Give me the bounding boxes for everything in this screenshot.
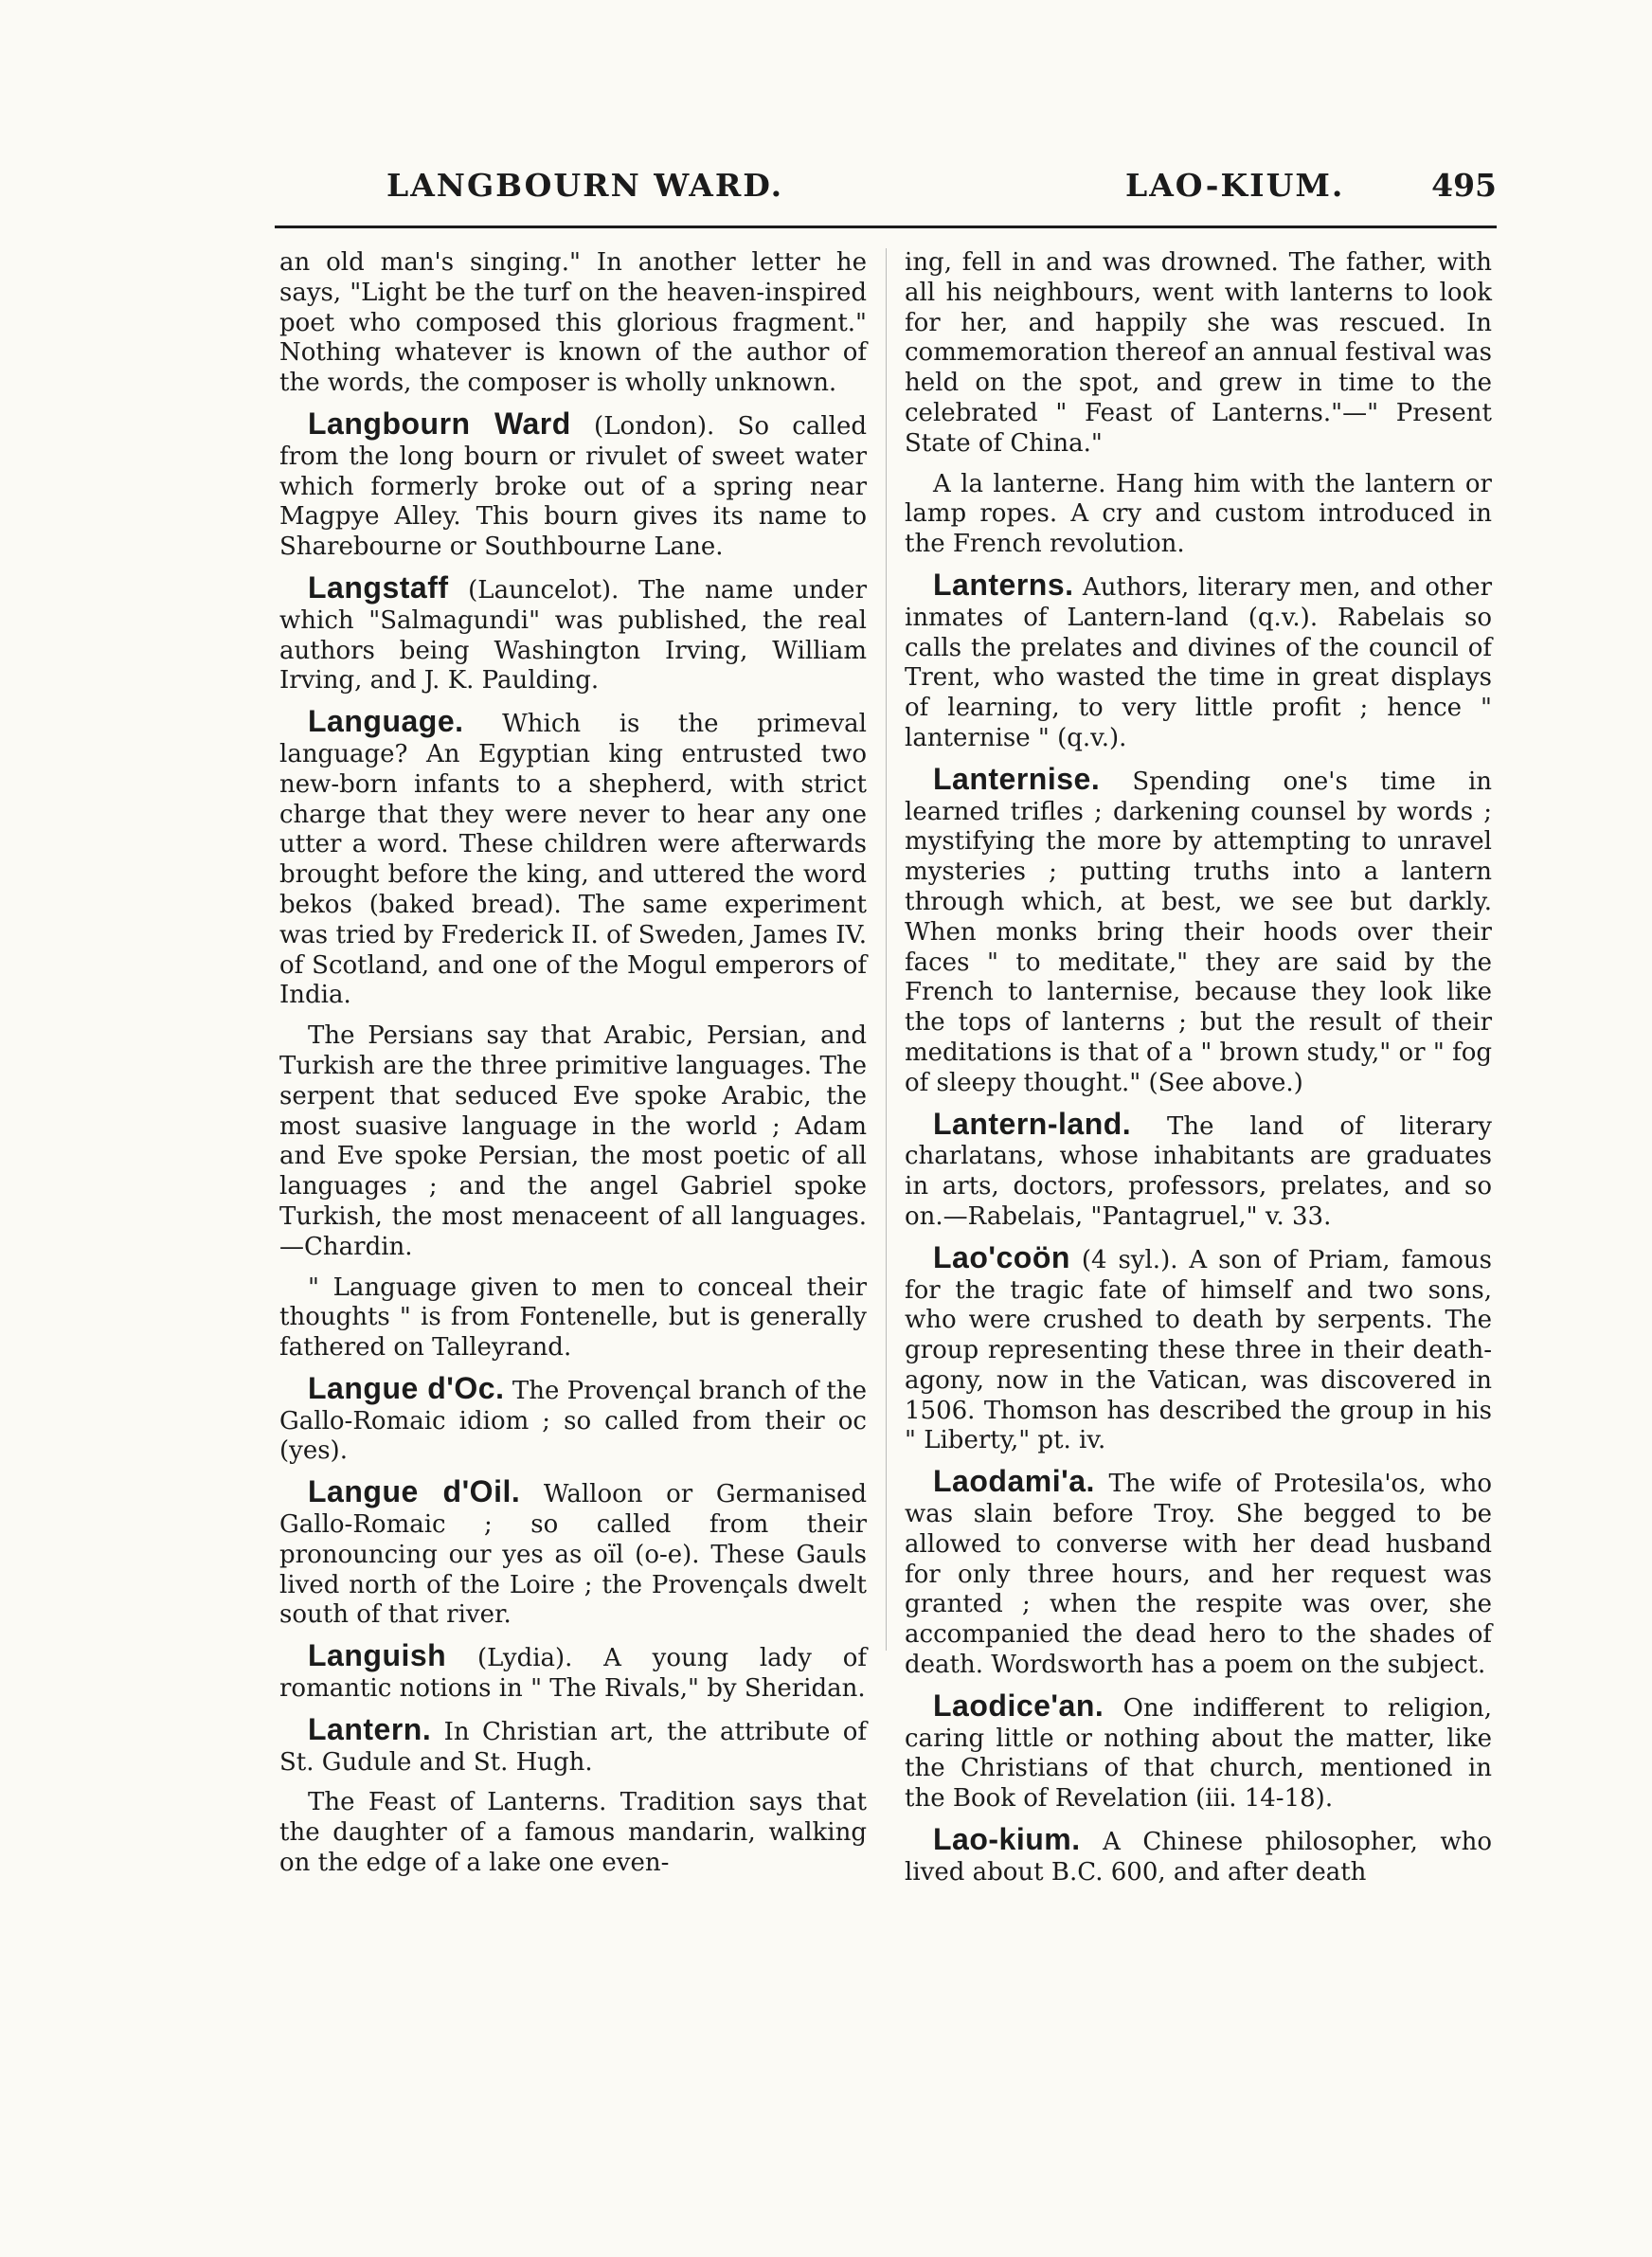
entry-lantern-land [905, 1106, 1492, 1233]
entry-lantern-p2: The Feast of Lanterns. Tradition says that the daughter of a famous mandarin, walking on the edge of a lake one even- [279, 1788, 867, 1878]
entry-langue-doc [279, 1370, 868, 1467]
headword: Language. [308, 704, 464, 739]
definition: The wife of Protesila'os, who was slain before Troy. She begged to be allowed to converse with her dead husband for only three hours, and her request was granted ; when the respite was over, she accompanied the dead hero to the shades of death. Wordsworth has a poem on the subject. [905, 1470, 1493, 1680]
headword: Lantern-land. [933, 1106, 1132, 1141]
left-column [279, 248, 867, 1889]
headword: Langbourn Ward [308, 406, 571, 441]
definition: A Chinese philosopher, who lived about B.C. 600, and after death [905, 1828, 1492, 1887]
definition: (London). So called from the long bourn or rivulet of sweet water which formerly broke out of a spring near Magpye Alley. This bourn gives its name to Sharebourne or Southbourne Lane. [279, 411, 868, 562]
entry-lao-kium [905, 1822, 1492, 1888]
entry-langstaff [279, 569, 867, 696]
entry-language [279, 704, 868, 1011]
entry-continuation: ing, fell in and was drowned. The father, with all his neighbours, went with lanterns to look for her, and happily she was rescued. In commemoration thereof an annual festival was held on the spot, and grew in time to the celebrated " Feast of Lanterns."—" Present State of China." [905, 248, 1492, 458]
headword: Lanterns. [933, 567, 1074, 602]
headword: Lao'coön [933, 1239, 1070, 1274]
page-header [275, 167, 1497, 214]
definition: Walloon or Germanised Gallo-Romaic ; so called from their pronouncing our yes as oïl (o-e). These Gauls lived north of the Loire ; the Provençals dwelt south of that river. [279, 1480, 868, 1630]
headword: Lanternise. [933, 761, 1101, 796]
definition: The land of literary charlatans, whose inhabitants are graduates in arts, doctors, professors, prelates, and so on.—Rabelais, "Pantagruel," v. 33. [905, 1111, 1492, 1231]
header-rule [275, 226, 1497, 228]
definition: In Christian art, the attribute of St. Gudule and St. Hugh. [279, 1717, 867, 1777]
entry-language-p3: " Language given to men to conceal their thoughts " is from Fontenelle, but is generally fathered on Talleyrand. [279, 1273, 867, 1363]
entry-laodicean [905, 1688, 1492, 1815]
headword: Lantern. [308, 1711, 432, 1746]
definition: (Lydia). A young lady of romantic notions in " The Rivals," by Sheridan. [279, 1644, 867, 1704]
headword: Lao-kium. [933, 1822, 1081, 1857]
headword: Langstaff [308, 569, 449, 605]
definition: One indifferent to religion, caring little or nothing about the matter, like the Christians of that church, mentioned in the Book of Revelation (iii. 14-18). [905, 1693, 1492, 1814]
headword: Langue d'Oil. [308, 1474, 521, 1509]
entry-langue-doil [279, 1474, 868, 1631]
headword: Laodice'an. [933, 1688, 1104, 1723]
definition: Authors, literary men, and other inmates of Lantern-land (q.v.). Rabelais so calls the prelates and divines of the council of Trent, who wasted the time in great displays of learning, to very little profit ; hence " lanternise " (q.v.). [905, 572, 1492, 752]
column-divider [886, 248, 887, 1651]
entry-lanternise [905, 761, 1493, 1099]
running-head-left: LANGBOURN WARD. [386, 167, 784, 204]
entry-a-la-lanterne: A la lanterne. Hang him with the lantern or lamp ropes. A cry and custom introduced in the French revolution. [905, 469, 1492, 559]
running-head-right: LAO-KIUM. [1125, 167, 1345, 204]
headword: Langue d'Oc. [308, 1370, 505, 1405]
entry-continuation: an old man's singing." In another letter he says, "Light be the turf on the heaven-inspired poet who composed this glorious fragment." Nothing whatever is known of the author of the words, the composer is wholly unknown. [279, 248, 867, 398]
entry-languish [279, 1638, 867, 1705]
definition: Spending one's time in learned trifles ; darkening counsel by words ; mystifying the more by attempting to unravel mysteries ; putting truths into a lantern through which, at best, we see but darkly. When monks bring their hoods over their faces " to meditate," they are said by the French to lanternise, because they look like the tops of lanterns ; but the result of their meditations is that of a " brown study," or " fog of sleepy thought." (See above.) [905, 767, 1493, 1097]
entry-laodamia [905, 1464, 1493, 1681]
entry-lanterns [905, 567, 1492, 754]
definition: (Launcelot). The name under which "Salmagundi" was published, the real authors being Washington Irving, William Irving, and J. K. Paulding. [279, 575, 867, 695]
definition: (4 syl.). A son of Priam, famous for the tragic fate of himself and two sons, who were crushed to death by serpents. The group representing these three in their death-agony, now in the Vatican, was discovered in 1506. Thomson has described the group in his " Liberty," pt. iv. [905, 1245, 1493, 1455]
right-column [905, 248, 1492, 1899]
definition: The Provençal branch of the Gallo-Romaic idiom ; so called from their oc (yes). [279, 1376, 868, 1466]
entry-langbourn-ward [279, 406, 868, 563]
headword: Languish [308, 1638, 447, 1673]
definition: Which is the primeval language? An Egyptian king entrusted two new-born infants to a shepherd, with strict charge that they were never to hear any one utter a word. These children were afterwards brought before the king, and uttered the word bekos (baked bread). The same experiment was tried by Frederick II. of Sweden, James IV. of Scotland, and one of the Mogul emperors of India. [279, 710, 868, 1010]
entry-language-p2: The Persians say that Arabic, Persian, and Turkish are the three primitive languages. The serpent that seduced Eve spoke Arabic, the most suasive language in the world ; Adam and Eve spoke Persian, the most poetic of all languages ; and the angel Gabriel spoke Turkish, the most menaceent of all languages.—Chardin. [279, 1021, 867, 1261]
entry-lantern [279, 1711, 867, 1779]
headword: Laodami'a. [933, 1464, 1095, 1499]
entry-laocoon [905, 1239, 1493, 1457]
page-number: 495 [1431, 167, 1497, 204]
